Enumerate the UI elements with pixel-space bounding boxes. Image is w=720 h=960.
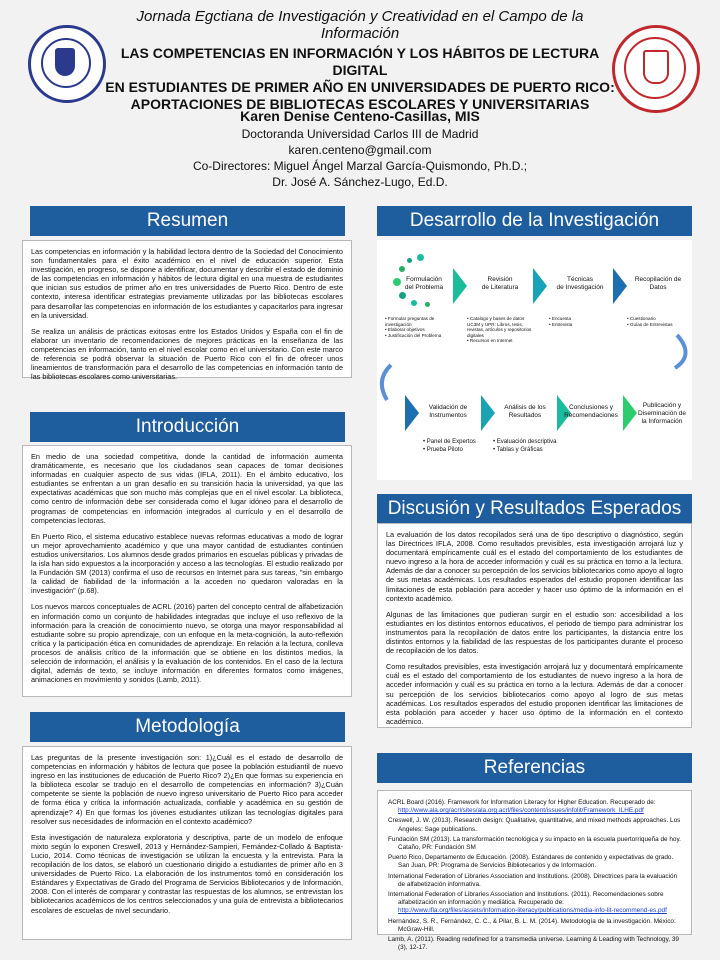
bullet-item: • Cuestionario <box>627 316 656 321</box>
step-analisis: Análisis de los Resultados <box>504 404 546 419</box>
bullet-item: • Catalogo y bases de datos UC3M y UPR: Libros, tesis, revistas, artículos y repositorios digitales <box>467 316 532 338</box>
reference-item: ACRL Board (2016). Framework for Information Literacy for Higher Education. Recuperado de: http://www.ala.org/acrl/sites/ala.org.acrl/files/content/issues/infolit/Framework_ILHE.pdf <box>388 799 656 815</box>
bullet-item: • Recursos en Internet <box>467 338 513 344</box>
bullet-item: • Tablas y Gráficas <box>493 447 543 453</box>
bullet-item: • Justificación del Problema <box>385 332 442 338</box>
affiliation: Doctoranda Universidad Carlos III de Madrid <box>241 127 479 141</box>
step-validacion: Validación de Instrumentos <box>428 404 468 419</box>
metodologia-paragraph: Esta investigación de naturaleza exploratoria y descriptiva, parte de un modelo de enfoque mixto según lo exponen Creswell, 2013 y Hernández-Sampieri, Fernández-Collado & Baptista-Lucio, 2014. Como técnicas de investigación se utilizan la encuesta y la entrevista. Para la recopilación de los datos, se elaboró un cuestionario dirigido a estudiantes de primer año en 3 universidades de Puerto Rico. La elaboración de los instrumentos tomó en consideración los Estándares y Expectativas de Grado del Programa de Servicios Bibliotecarios y de Información, 2008. Con el interés de comparar y contrastar las respuestas de los alumnos, se entrevistan los bibliotecarios académicos de los centros seleccionados y una guía de entrevista a bibliotecarios escolares de escuelas de nivel secundario. <box>31 832 343 915</box>
bullet-item: • Evaluación descriptiva <box>493 439 557 445</box>
bullet-item: • Guías de Entrevistas <box>627 321 673 327</box>
metodologia-heading: Metodología <box>30 712 345 742</box>
step-formulacion: Formulación del Problema <box>404 276 444 291</box>
discusion-paragraph: Algunas de las limitaciones que pudieran surgir en el estudio son: accesibilidad a los estudiantes en los distintos entornos educativos, el periodo de tiempo para administrar los instrumentos para la recopilación de datos entre los participantes, la distancia entre los distintos entornos y la fiabilidad de las respuestas de los participantes durante el proceso de recopilación de los datos. <box>386 609 683 656</box>
step-recopilacion: Recopilación de Datos <box>634 276 682 291</box>
introduccion-heading: Introducción <box>30 412 345 442</box>
research-process-diagram <box>377 240 692 480</box>
resumen-paragraph: Se realiza un análisis de prácticas exitosas entre los Estados Unidos y España con el fin de elaborar un inventario de recomendaciones de mejores prácticas en la enseñanza de las competencias en información, tanto en el nivel escolar como en el universitario. Con este marco de referencia se podrá observar la situación de Puerto Rico con el fin de ofrecer unos lineamientos de transformación para el desarrollo de las competencias en información tanto de las bibliotecas escolares como universitarias. <box>31 326 343 382</box>
bullet-item: • Entrevista <box>549 321 573 327</box>
bullets-analisis <box>493 438 559 454</box>
reference-item: International Federation of Libraries Association and Institutions. (2008). Directrices para la evaluación de alfabetización informativa. <box>388 872 678 888</box>
discusion-paragraph: Como resultados previsibles, esta investigación arrojará luz y documentará empíricamente cuál es el estado del comportamiento de los estudiantes de nuevo ingreso a la hora de acceder información y cuál es su práctica en torno a la lectura. Además de dar a conocer su percepción de los servicios bibliotecarios como apoyo al logro de sus metas académicas. Los resultados esperados del estudio proponen identificar las limitaciones de esta población para acceder y hacer uso óptimo de la información en el contexto académico. <box>386 662 683 726</box>
step-revision: Revisión de Literatura <box>481 276 519 291</box>
bullet-item: • Elaborar objetivos <box>385 327 425 333</box>
uc3m-seal <box>28 25 106 103</box>
poster-title <box>100 45 620 113</box>
referencias-heading: Referencias <box>377 753 692 783</box>
reference-link[interactable]: http://www.ifla.org/files/assets/information-literacy/publications/media-info-lit-recommend-es.pdf <box>398 907 667 915</box>
bullets-validacion <box>423 438 483 454</box>
introduccion-paragraph: En medio de una sociedad competitiva, donde la cantidad de información aumenta dramáticamente, es necesario que los ciudadanos sean capaces de tomar decisiones informadas en cualquier aspecto de sus vidas (IFLA, 2011). En el ámbito educativo, los estudiantes se enfrentan a un gran desafío en su transición hacia la universidad, ya que las expectativas académicas que son mucho más complejas que en el nivel escolar. La biblioteca, como centro de información debe ser considerada como el lugar idóneo para el desarrollo de programas de competencias en información integrados al currículo y en el desarrollo de competencias lectoras. <box>31 452 343 525</box>
bullet-item: • Encuesta <box>549 316 572 321</box>
discusion-paragraph: La evaluación de los datos recopilados será una de tipo descriptivo o diagnóstico, según las Directrices IFLA, 2008. Como resultados previsibles, esta investigación arrojará luz y documentará empíricamente cuál es el estado del comportamiento de los estudiantes de nuevo ingreso a la hora de acceder información y cuál es su práctica en torno a la lectura. Además de dar a conocer su percepción de los servicios bibliotecarios como apoyo al logro de sus metas académicas. Los resultados esperados del estudio proponen identificar las limitaciones de esta población para acceder y hacer uso óptimo de la información en el contexto académico. <box>386 530 683 603</box>
reference-item: Hernández, S. R., Fernández, C. C., & Pilar, B. L. M. (2014). Metodología de la investigación. México: McGraw-Hill. <box>388 917 676 933</box>
step-tecnicas: Técnicas de Investigación <box>556 276 604 291</box>
metodologia-paragraph: Las preguntas de la presente investigación son: 1)¿Cuál es el estado de desarrollo de competencias en información y hábitos de lectura que posee la población estudiantil de nuevo ingreso en las instituciones de educación de Puerto Rico? 2)¿En que formas su experiencia en la biblioteca escolar se tradujo en el desarrollo de competencias en información? 3)¿Cuán competente se siente la población de nuevo ingreso universitario de Puerto Rico para acceder de forma ética y crítica la información actualizada, confiable y académica en su gestión de aprendizaje? 4) En que formas los jóvenes estudiantes utilizan las tecnologías digitales para resolver sus necesidades de información en el contexto académico? <box>31 753 343 826</box>
metodologia-box <box>22 746 352 940</box>
discusion-heading: Discusión y Resultados Esperados <box>377 494 692 524</box>
introduccion-paragraph: En Puerto Rico, el sistema educativo establece nuevas reformas educativas a modo de lograr un mejor aprovechamiento académico y que una mayor cantidad de estudiantes continúen estudios universitarios. Los alumnos desde grados primarios en escuelas públicas y privadas de la isla han sido expuestos a la incorporación y acceso a las tecnologías. El estudio realizado por la Fundación SM (2013) confirma el uso de recursos en Internet para sus tareas, "sin embargo la calidad de fiabilidad de la información a la acceden no quedaron valoradas en la investigación" (p.68). <box>31 531 343 596</box>
step-conclusiones: Conclusiones y Recomendaciones <box>564 404 618 419</box>
resumen-heading: Resumen <box>30 206 345 236</box>
title-line: LAS COMPETENCIAS EN INFORMACIÓN Y LOS HÁBITOS DE LECTURA DIGITAL <box>120 45 600 78</box>
title-line: APORTACIONES DE BIBLIOTECAS ESCOLARES Y UNIVERSITARIAS <box>130 96 590 112</box>
introduccion-box <box>22 445 352 697</box>
email: karen.centeno@gmail.com <box>288 143 432 157</box>
bullet-item: • Formular preguntas de investigación <box>385 316 435 327</box>
resumen-box <box>22 240 352 382</box>
step-publicacion: Publicación y Diseminación de la Información <box>637 402 687 425</box>
author-block <box>100 108 620 190</box>
reference-item: Fundación SM (2013). La transformación tecnológica y su impacto en la escuela puertorriqueña de hoy. Cataño, PR: Fundación SM <box>388 835 681 852</box>
reference-item: Lamb, A. (2011). Reading redefined for a transmedia universe. Learning & Leading with Technology, 39 (3), 12-17. <box>388 936 679 952</box>
title-line: EN ESTUDIANTES DE PRIMER AÑO EN UNIVERSIDADES DE PUERTO RICO: <box>105 79 615 95</box>
bullet-item: • Prueba Piloto <box>423 447 463 453</box>
reference-item: Creswell, J. W. (2013). Research design: Qualitative, quantitative, and mixed methods approaches. Los Angeles: Sage publications. <box>388 817 681 833</box>
reference-item: Puerto Rico, Departamento de Educación. (2008). Estándares de contenido y expectativas de grado. San Juan, PR: Programa de Servicios Bibliotecarios y de Información. <box>388 854 674 870</box>
chevron-right-icon <box>481 395 495 431</box>
resumen-paragraph: Las competencias en información y la habilidad lectora dentro de la Sociedad del Conocimiento son fundamentales para el éxito académico en el nivel de educación superior. Esta investigación, en progreso, se dispone a identificar, documentar y describir el estado de dominio de las competencias en información y hábitos de lectura digital en una muestra de estudiantes que inician sus estudios de primer año en tres universidades de Puerto Rico. Dentro de este contexto, interesa identificar estrategias previamente utilizadas por las bibliotecas escolares para desarrollar las competencias en información de los estudiantes y capacitarlos para ingresar en la universidad. <box>31 247 343 320</box>
upr-seal <box>612 25 700 113</box>
reference-link[interactable]: http://www.ala.org/acrl/sites/ala.org.acrl/files/content/issues/infolit/Framework_ILHE.pdf <box>398 807 644 815</box>
introduccion-paragraph: Los nuevos marcos conceptuales de ACRL (2016) parten del concepto central de alfabetización en información como un conjunto de habilidades integradas que incluye el uso reflexivo de la información para la creación de conocimiento nuevo, se otorga una mayor responsabilidad al estudiante sobre su propio aprendizaje, con un enfoque en la meta-cognición, la auto-reflexión crítica y la participación ética en comunidades de aprendizaje. En relación a la lectura, conlleva procesos de análisis crítico de la información que se obtiene en los distintos medios, la selección de información, el análisis y la evaluación de los contenidos. En el caso de la lectura digital, además de texto, se incluye información en diferentes formatos como imágenes, animaciones en movimiento y sonidos (Lamb, 2011). <box>31 602 343 685</box>
reference-item: International Federation of Libraries Association and Institutions. (2011). Recomendaciones sobre alfabetización en información y mediática. Recuperado de: http://www.ifla.org/files/assets/information-literacy/publications/media-info-lit-recommend-es.pdf <box>388 891 667 915</box>
conference-name: Jornada Egctiana de Investigación y Creatividad en el Campo de la Información <box>136 8 584 42</box>
poster-header <box>100 8 620 113</box>
bullet-item: • Panel de Expertos <box>423 439 476 445</box>
desarrollo-heading: Desarrollo de la Investigación <box>377 206 692 236</box>
codirectors-line-2: Dr. José A. Sánchez-Lugo, Ed.D. <box>272 175 448 189</box>
codirectors-line-1: Co-Directores: Miguel Ángel Marzal García-Quismondo, Ph.D.; <box>192 159 528 173</box>
author-name: Karen Denise Centeno-Casillas, MIS <box>240 108 480 124</box>
discusion-box <box>377 523 692 728</box>
referencias-box <box>377 790 692 952</box>
